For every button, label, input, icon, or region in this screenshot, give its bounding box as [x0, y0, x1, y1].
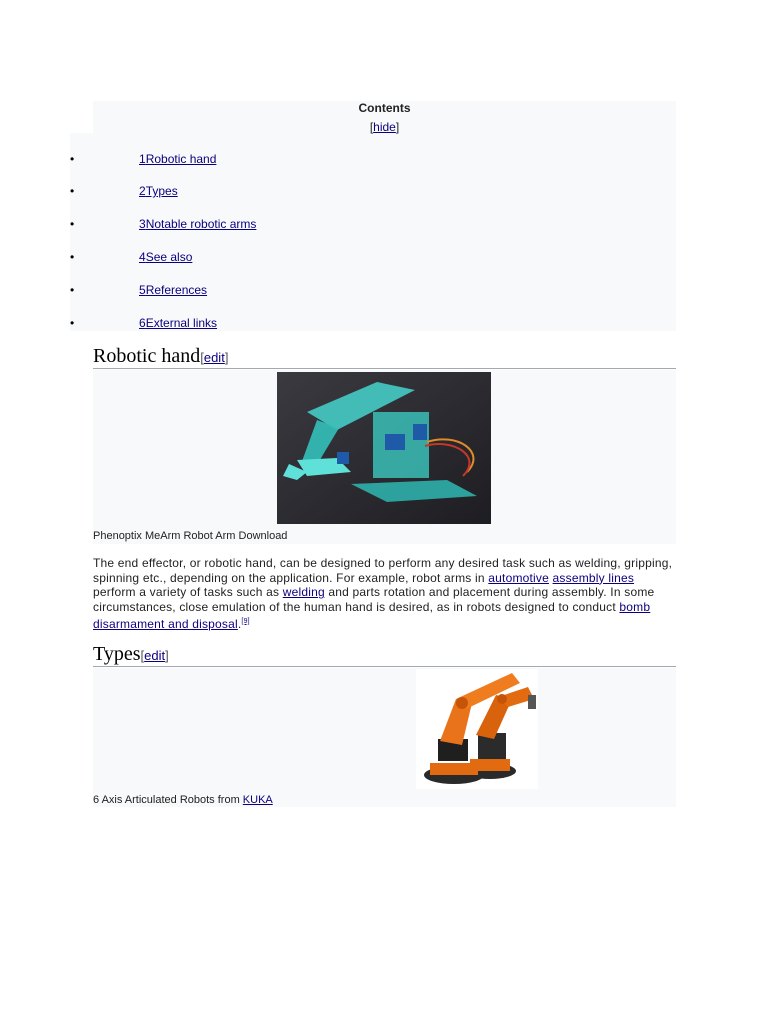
toc-hide-link[interactable]: hide — [373, 120, 396, 134]
section-heading-robotic-hand: Robotic hand[edit] — [93, 345, 229, 367]
figure-caption: 6 Axis Articulated Robots from KUKA — [93, 794, 273, 806]
edit-section-link: [edit] — [200, 350, 229, 365]
edit-section-link: [edit] — [140, 648, 169, 663]
figure-caption: Phenoptix MeArm Robot Arm Download — [93, 530, 288, 542]
robotic-hand-paragraph: The end effector, or robotic hand, can be designed to perform any desired task such as welding, gripping, spinning etc., depending on the application. For example, robot arms in automotive assembly lines perform a variety of tasks such as welding and parts rotation and placement during assembly. In some circumstances, close emulation of the human hand is desired, as in robots designed to conduct bomb disarmament and disposal.[9] — [93, 556, 673, 631]
heading-divider — [93, 368, 676, 369]
link-automotive[interactable]: automotive — [488, 570, 549, 585]
bullet-icon: • — [70, 250, 75, 264]
edit-link[interactable]: edit — [203, 350, 225, 365]
toc-hide-toggle: [hide] — [369, 120, 400, 134]
bullet-icon: • — [70, 152, 75, 166]
link-bomb-disarmament[interactable]: bomb disarmament and disposal — [93, 600, 651, 631]
bullet-icon: • — [70, 184, 75, 198]
toc-link-robotic-hand[interactable]: 1Robotic hand — [139, 152, 217, 166]
citation-link[interactable]: [9] — [241, 617, 250, 625]
toc-link-types[interactable]: 2Types — [139, 184, 178, 198]
edit-link[interactable]: edit — [144, 648, 166, 663]
figure-kuka-robots — [93, 668, 676, 807]
heading-divider — [93, 666, 676, 667]
bullet-icon: • — [70, 217, 75, 231]
link-welding[interactable]: welding — [282, 585, 325, 600]
kuka-robots-image[interactable] — [416, 669, 538, 789]
bullet-icon: • — [70, 316, 75, 330]
section-heading-types: Types[edit] — [93, 643, 169, 665]
toc-link-notable-robotic-arms[interactable]: 3Notable robotic arms — [139, 217, 257, 231]
toc-title: Contents — [358, 101, 411, 115]
toc-link-external-links[interactable]: 6External links — [139, 316, 218, 330]
link-kuka[interactable]: KUKA — [242, 794, 273, 806]
figure-robot-arm — [93, 370, 676, 544]
bullet-icon: • — [70, 283, 75, 297]
toc-link-references[interactable]: 5References — [139, 283, 208, 297]
toc-link-see-also[interactable]: 4See also — [139, 250, 193, 264]
link-assembly-lines[interactable]: assembly lines — [552, 570, 635, 585]
mearm-robot-arm-image[interactable] — [277, 372, 491, 524]
table-of-contents — [70, 101, 676, 331]
